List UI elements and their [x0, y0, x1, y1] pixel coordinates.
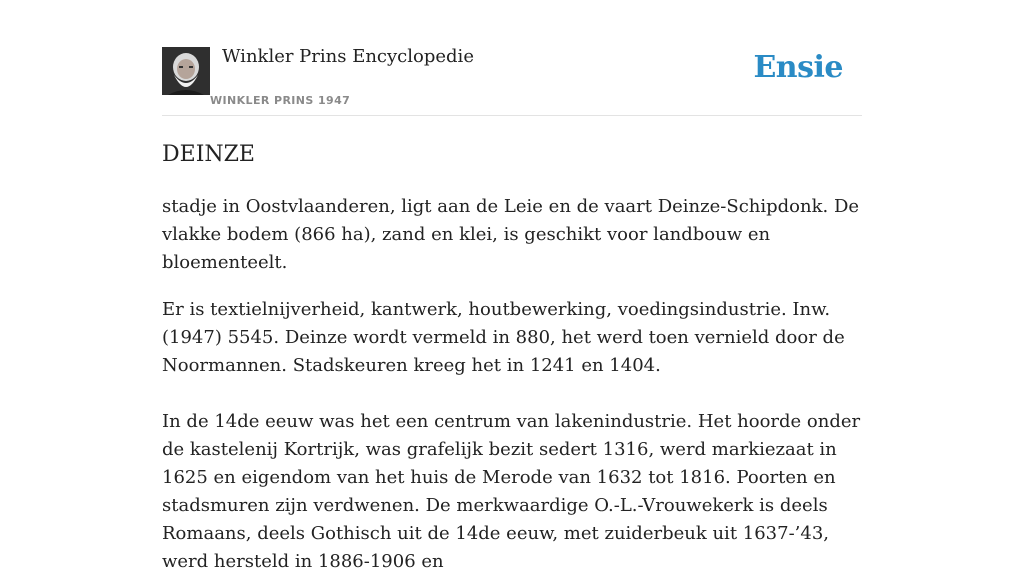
article-paragraph: stadje in Oostvlaanderen, ligt aan de Leie en de vaart Deinze-Schipdonk. De vlakke bodem (866 ha), zand en klei, is geschikt voor landbouw en bloementeelt.	[162, 196, 860, 273]
article	[162, 140, 872, 576]
encyclopedia-name[interactable]: Winkler Prins Encyclopedie	[222, 46, 474, 67]
author-avatar[interactable]	[162, 47, 210, 95]
ensie-logo[interactable]: Ensie	[753, 50, 843, 85]
article-title: DEINZE	[162, 142, 255, 167]
portrait-icon	[162, 47, 210, 95]
article-paragraph: Er is textielnijverheid, kantwerk, houtbewerking, voedingsindustrie. Inw. (1947) 5545. Deinze wordt vermeld in 880, het werd toen vernield door de Noormannen. Stadskeuren kreeg het in 1241 en 1404.	[162, 299, 845, 376]
article-paragraph: In de 14de eeuw was het een centrum van lakenindustrie. Het hoorde onder de kastelenij Kortrijk, was grafelijk bezit sedert 1316, werd markiezaat in 1625 en eigendom van het huis de Merode van 1632 tot 1816. Poorten en stadsmuren zijn verdwenen. De merkwaardige O.-L.-Vrouwekerk is deels Romaans, deels Gothisch uit de 14de eeuw, met zuiderbeuk uit 1637-’43, werd hersteld in 1886-1906 en	[162, 411, 861, 572]
source-header	[162, 0, 862, 116]
edition-label: WINKLER PRINS 1947	[210, 94, 351, 107]
